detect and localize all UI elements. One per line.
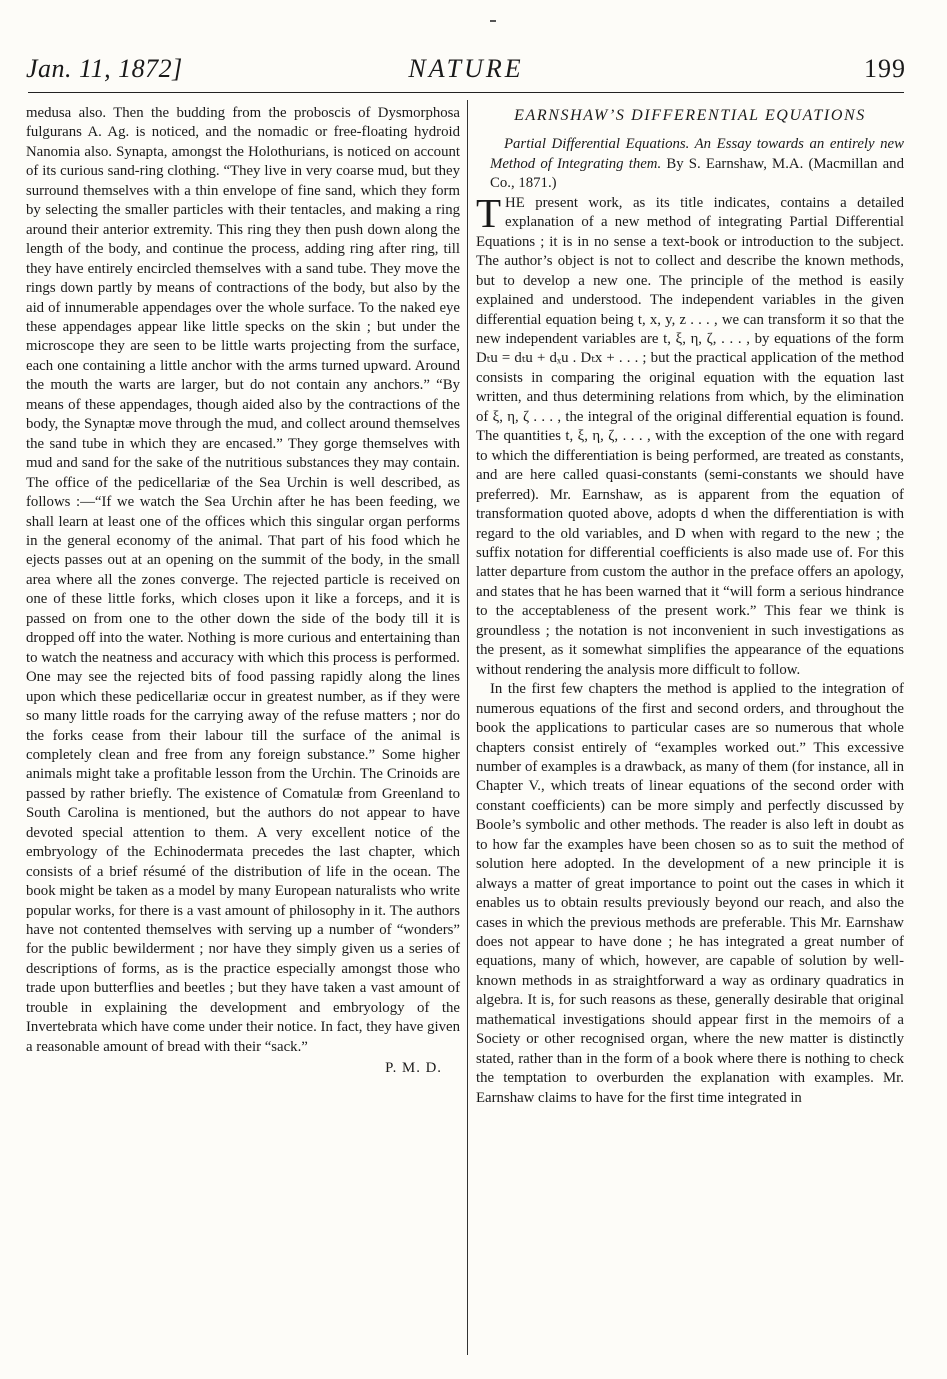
article-paragraph-2: In the first few chapters the method is applied to the integration of numerous equations of the first and second orders, and throughout the book the applications to particular cases are so numerous that whole chapters consist entirely of “examples worked out.” This excessive number of examples is a drawback, as many of them (for instance, all in Chapter V., which treats of linear equations of the second order with constant coefficients) can be more simply and perfectly discussed by Boole’s symbolic and other methods. The reader is also left in doubt as to how far the examples have been chosen so as to suit the method of solution here adopted. In the development of a new principle it is always a matter of great importance to point out the cases in which it enables us to obtain results previously beyond our reach, and also the cases in which the previous methods are preferable. This Mr. Earnshaw does not appear to have done ; he has integrated a great number of equations, many of which, however, are capable of solution by well-known methods in as straightforward a way as ordinary quadratics in algebra. It is, for such reasons as these, generally desirable that original mathematical investigations should appear first in the memoirs of a Society or other recognised organ, where the new matter is distinctly stated, rather than in the form of a book where there is nothing to check the temptation to overburden the explanation with examples. Mr. Earnshaw claims to have for the first time integrated in	[476, 681, 904, 1106]
header-rule	[28, 92, 904, 93]
article-paragraph-1	[476, 189, 904, 680]
book-author: By S. Earnshaw, M.A. (Macmillan and Co., 1871.)	[490, 155, 904, 192]
scan-mark	[490, 20, 496, 22]
page-number: 199	[864, 54, 906, 83]
article-title: EARNSHAW’S DIFFERENTIAL EQUATIONS	[514, 107, 866, 124]
journal-title: NATURE	[408, 54, 524, 83]
left-column	[26, 104, 460, 1079]
review-signature: P. M. D.	[385, 1060, 442, 1077]
paragraph-1-text: HE present work, as its title indicates, contains a detailed explanation of a new method of integrating Partial Differential Equations ; it is in no sense a text-book or introduction to the subject. The author’s object is not to collect and describe the known methods, but to develop a new one. The principle of the method is easily explained and understood. The independent variables in the given differential equation being t, x, y, z . . . , we can transform it so that the new independent variables are t, ξ, η, ζ, . . . , by equations of the form Dₜu = dₜu + dₓu . Dₜx + . . . ; but the practical application of the method consists in comparing the original equation with the equation last written, and thus determining relations from which, by the elimination of ξ, η, ζ . . . , the integral of the original differential equation is found. The quantities t, ξ, η, ζ, . . . , with the exception of the one with regard to which the differentiation is being performed, are treated as constants, and are here called quasi-constants (semi-constants we should have preferred). Mr. Earnshaw, as is apparent from the equation of transformation quoted above, adopts d when the differentiation is with regard to the old variables, and D when with regard to the new ; the suffix notation for differential coefficients is also made use of. For this latter departure from custom the author in the preface offers an apology, and states that he has been warned that it “will form a serious hindrance to the acceptableness of the present work.” This fear we think is groundless ; the notation is not inconvenient in such investigations as the present, as it somewhat simplifies the appearance of the equations without rendering the analysis more difficult to follow.	[476, 194, 904, 678]
right-column	[476, 104, 904, 1108]
issue-date: Jan. 11, 1872]	[26, 54, 183, 83]
drop-cap: T	[476, 189, 502, 236]
left-column-text: medusa also. Then the budding from the proboscis of Dysmorphosa fulgurans A. Ag. is noticed, and the nomadic or free-floating hydroid Nanomia also. Synapta, amongst the Holothurians, is noticed on account of its curious sand-ring clothing. “They live in very coarse mud, but they surround themselves with a thin envelope of fine sand, which they form by selecting the smaller particles with their tentacles, and making a ring around their anterior extremity. This ring they then push down along the length of the body, and continue the process, adding ring after ring, till they have entirely encircled themselves with a sand tube. They move the rings down partly by means of contractions of the body, but also by the aid of innumerable appendages over the whole surface. To the naked eye these appendages appear like little specks on the skin ; but under the microscope they are seen to be little warts projecting from the surface, each one containing a little anchor with the arms turned upward. Around the mouth the warts are larger, but do not contain any anchors.” “By means of these appendages, though aided also by the contractions of the body, the Synaptæ move through the mud, and collect around themselves the sand tube in which they are encased.” They gorge themselves with mud and sand for the sake of the nutritious substances they may contain. The office of the pedicellariæ of the Sea Urchin is well described, as follows :—“If we watch the Sea Urchin after he has been feeding, we shall learn at least one of the offices which this singular organ performs in the general economy of the animal. That part of his food which he ejects passes out at an opening on the summit of the body, in the small area where all the zones converge. The rejected particle is received on one of these little forks, which closes upon it like a forceps, and it is passed on from one to the other down the side of the body till it is dropped off into the water. Nothing is more curious and entertaining than to watch the neatness and accuracy with which this process is performed. One may see the rejected bits of food passing rapidly along the lines upon which these pedicellariæ occur in greatest number, as if they were so many little roads for the carrying away of the refuse matters ; nor do the forks cease from their labour till the surface of the animal is completely clean and free from any foreign substance.” Some higher animals might take a profitable lesson from the Urchin. The Crinoids are passed by rather briefly. The existence of Comatulæ from Greenland to South Carolina is mentioned, but the authors do not appear to have devoted special attention to them. A very excellent notice of the embryology of the Echinodermata precedes the last chapter, which consists of a brief résumé of the distribution of life in the ocean. The book might be taken as a model by many European naturalists who write popular works, for there is a vast amount of philosophy in it. The authors have not contented themselves with serving up a number of “wonders” for the public bewilderment ; nor have they simply given us a series of descriptions of forms, as is the practice especially amongst those who trade upon butterflies and beetles ; but they have taken a vast amount of trouble in explaining the development and embryology of the Invertebrata which have come under their notice. In fact, they have given a reasonable amount of bread with their “sack.”	[26, 105, 460, 1055]
book-title: Partial Differential Equations. An Essay towards an entirely new Method of Integrating them.	[490, 136, 904, 172]
column-divider	[467, 100, 468, 1355]
book-citation	[476, 135, 904, 193]
page-header	[26, 54, 906, 94]
